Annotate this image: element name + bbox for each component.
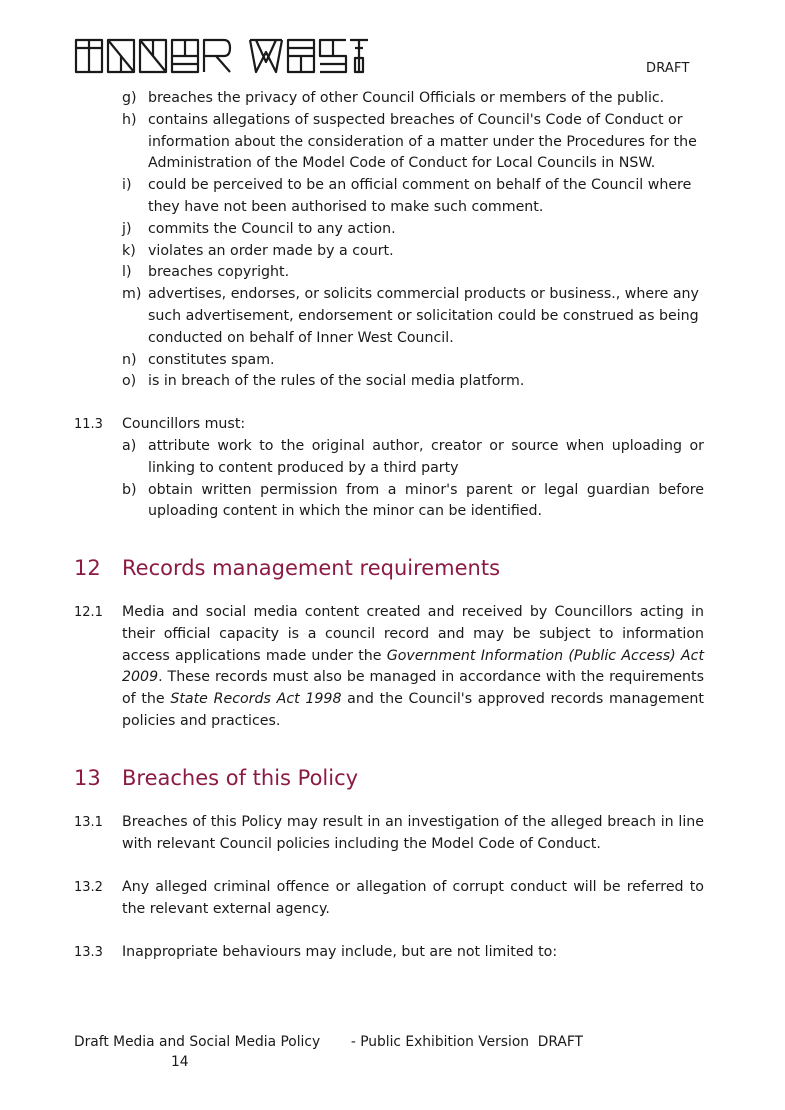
page-footer [74,1032,583,1072]
act-title: Government Information (Public Access) Act 2009 [122,647,705,686]
section-title: Records management requirements [122,556,501,580]
list-item-text: attribute work to the original author, creator or source when uploading or linking to content produced by a third party [148,438,704,476]
clause-text: Councillors must: [122,416,246,432]
list-item [74,175,704,219]
list-item-text: obtain written permission from a minor's parent or legal guardian before uploading content in which the minor can be identified. [148,481,704,520]
clause-11-3 [74,414,704,436]
list-item [74,241,704,263]
list-item [74,371,704,393]
clause-number: 13.3 [74,945,103,960]
section-heading-12 [74,554,704,582]
list-item [74,219,704,241]
clause-13-1 [74,812,704,856]
list-marker: b) [122,481,137,498]
list-marker: o) [122,373,137,390]
list-item [74,436,704,480]
list-item-text: breaches the privacy of other Council Officials or members of the public. [148,90,665,106]
section-number: 12 [74,556,101,580]
list-marker: l) [122,264,132,281]
list-item-text: constitutes spam. [148,351,275,368]
clause-text: Any alleged criminal offence or allegation of corrupt conduct will be referred to the relevant external agency. [122,879,704,917]
section-title: Breaches of this Policy [122,766,359,790]
clause-number: 12.1 [74,605,103,620]
draft-label: DRAFT [646,61,690,76]
list-marker: k) [122,242,136,259]
list-item [74,110,704,175]
breach-list [74,88,704,393]
list-item [74,88,704,110]
list-item-text: could be perceived to be an official comment on behalf of the Council where they have not been authorised to make such comment. [148,177,692,215]
clause-number: 13.1 [74,815,103,830]
list-marker: h) [122,111,137,128]
list-item [74,262,704,284]
list-item [74,480,704,524]
clause-text: Breaches of this Policy may result in an investigation of the alleged breach in line with relevant Council policies including the Model Code of Conduct. [122,814,704,852]
list-marker: j) [122,220,132,237]
list-item-text: breaches copyright. [148,264,290,281]
councillor-obligations-list [74,436,704,523]
clause-12-1 [74,602,704,733]
section-heading-13 [74,764,704,792]
list-item-text: violates an order made by a court. [148,242,394,259]
clause-number: 11.3 [74,417,103,432]
clause-number: 13.2 [74,880,103,895]
list-item-text: is in breach of the rules of the social media platform. [148,373,525,390]
footer-document-title: Draft Media and Social Media Policy - Public Exhibition Version DRAFT [74,1034,583,1050]
clause-13-3 [74,942,704,964]
list-item-text: commits the Council to any action. [148,220,396,237]
list-item-text: contains allegations of suspected breaches of Council's Code of Conduct or information about the consideration of a matter under the Procedures for the Administration of the Model Code of Conduct for Local Councils in NSW. [148,111,697,172]
list-marker: m) [122,286,142,303]
list-item-text: advertises, endorses, or solicits commercial products or business., where any such advertisement, endorsement or solicitation could be construed as being conducted on behalf of Inner West Council. [148,286,699,346]
section-number: 13 [74,766,101,790]
inner-west-logo [74,34,370,76]
list-marker: a) [122,438,137,454]
list-item [74,284,704,349]
list-item [74,350,704,372]
clause-text: Media and social media content created and received by Councillors acting in their official capacity is a council record and may be subject to information access applications made under the Government Information (Public Access) Act 2009. These records must also be managed in accordance with the requirements of the State Records Act 1998 and the Council's approved records management policies and practices. [122,604,705,729]
list-marker: n) [122,351,137,368]
clause-13-2 [74,877,704,921]
act-title: State Records Act 1998 [170,691,342,708]
page-number: 14 [171,1054,189,1070]
clause-text: Inappropriate behaviours may include, but are not limited to: [122,944,558,960]
list-marker: i) [122,177,132,194]
list-marker: g) [122,90,137,106]
